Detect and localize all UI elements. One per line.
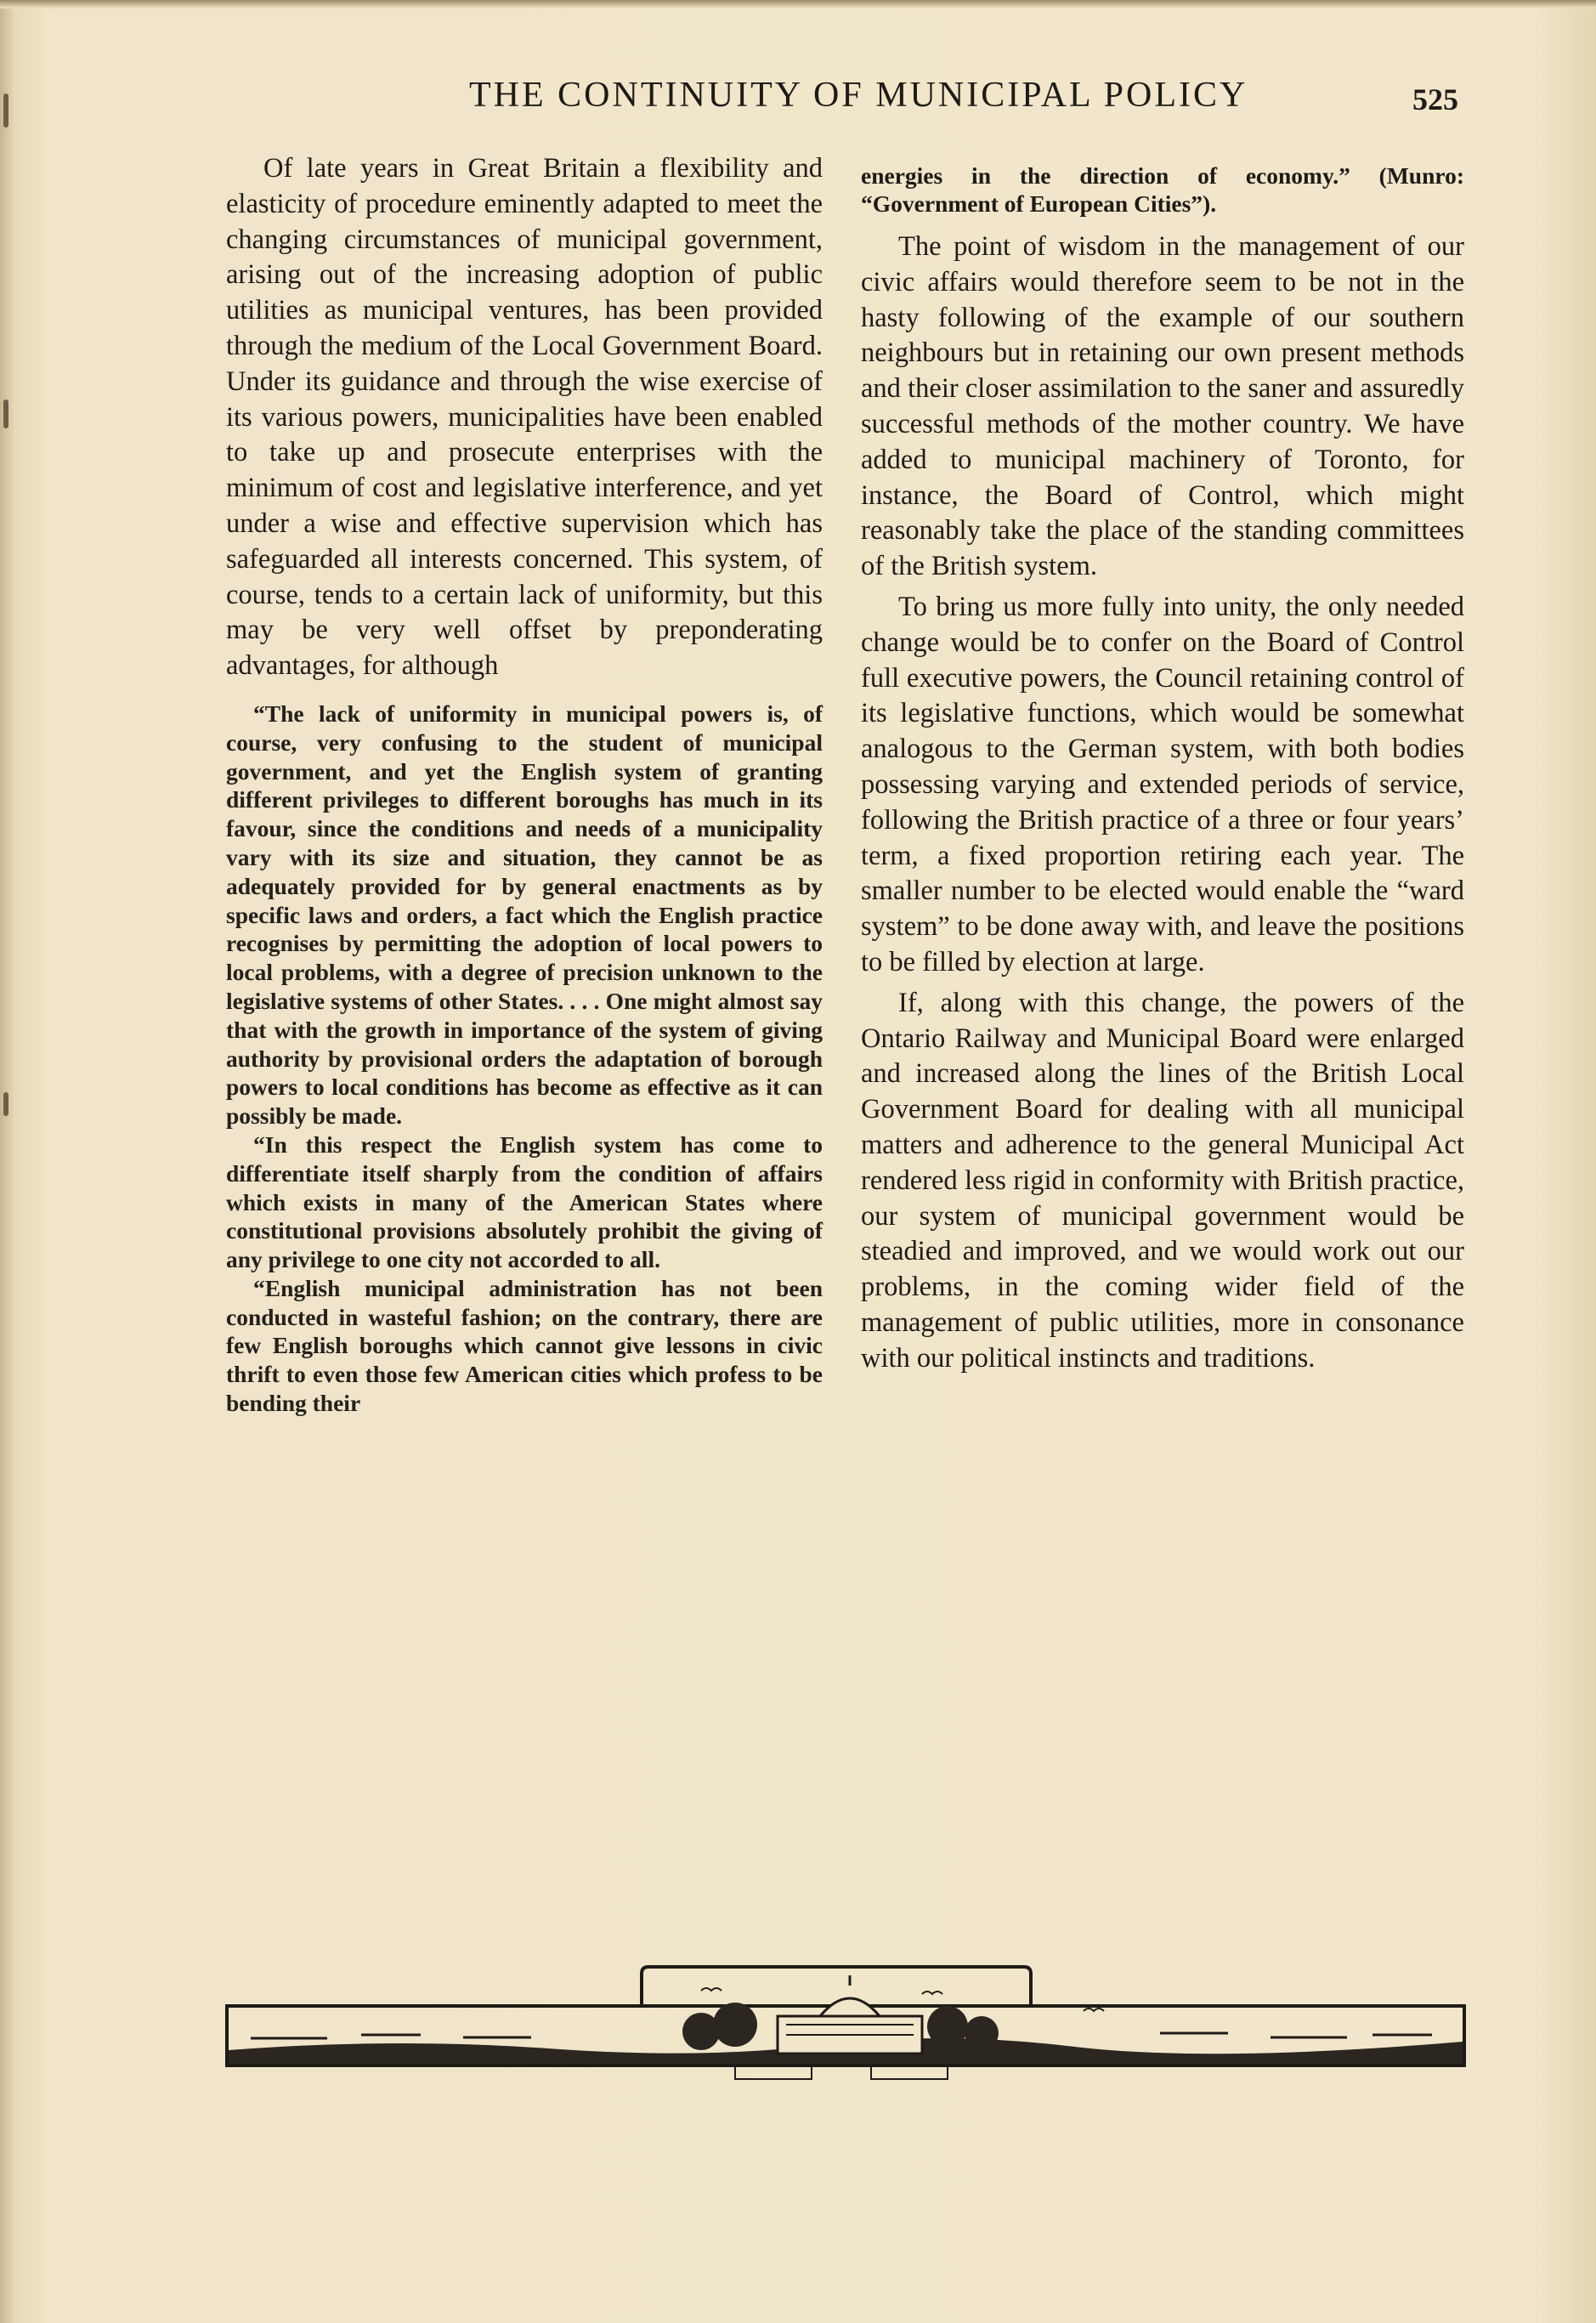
binding-mark	[3, 93, 8, 127]
tree-icon	[713, 2003, 757, 2047]
page-top-edge	[0, 0, 1596, 8]
quote-paragraph-1: “The lack of uniformity in municipal powers is, of course, very confusing to the student of municipal government, and yet the English system of granting different privileges to different boroughs has much in its favour, since the conditions and needs of a municipality vary with its size and situation, they cannot be as adequately provided for by general enactments as by specific laws and orders, a fact which the English practice recognises by permitting the adoption of local powers to local problems, with a degree of precision unknown to the legislative systems of other States. . . . One might almost say that with the growth in importance of the system of giving authority by provisional orders the adaptation of borough powers to local conditions has become as effective as it can possibly be made.	[226, 700, 823, 1130]
running-title: THE CONTINUITY OF MUNICIPAL POLICY	[469, 76, 1248, 115]
right-paragraph-1: The point of wisdom in the management of our civic affairs would therefore seem to be not in the hasty following of the example of our southern neighbours but in retaining our own present methods and their closer assimilation to the saner and assuredly successful methods of the mother country. We have added to municipal machinery of Toronto, for instance, the Board of Control, which might reasonably take the place of the standing committees of the British system.	[861, 231, 1464, 582]
left-column	[226, 151, 823, 1418]
right-paragraph-2: To bring us more fully into unity, the only needed change would be to confer on the Board of Control full executive powers, the Council retaining control of its legislative functions, which would be somewhat analogous to the German system, with both bodies possessing varying and extended periods of service, following the British practice of a three or four years’ term, a fixed proportion retiring each year. The smaller number to be elected would enable the “ward system” to be done away with, and leave the positions to be filled by election at large.	[861, 591, 1464, 977]
quote-paragraph-2: “In this respect the English system has come to differentiate itself sharply from the condition of affairs which exists in many of the American States where constitutional provisions absolutely prohibit the giving of any privilege to one city not accorded to all.	[226, 1130, 823, 1273]
right-paragraph-3: If, along with this change, the powers of the Ontario Railway and Municipal Board were enlarged and increased along the lines of the British Local Government Board for dealing with all municipal matters and adherence to the general Municipal Act rendered less rigid in conformity with British practice, our system of municipal government would be steadied and improved, and we would work out our problems, in the coming wider field of the management of public utilities, more in consonance with our political instincts and traditions.	[861, 987, 1464, 1374]
decorative-tailpiece	[225, 1957, 1466, 2094]
left-paragraph-1: Of late years in Great Britain a flexibility and elasticity of procedure eminently adapted to meet the changing circumstances of municipal government, arising out of the increasing adoption of public utilities as municipal ventures, has been provided through the medium of the Local Government Board. Under its guidance and through the wise exercise of its various powers, municipalities have been enabled to take up and prosecute enterprises with the minimum of cost and legislative interference, and yet under a wise and effective supervision which has safeguarded all interests concerned. This system, of course, tends to a certain lack of uniformity, but this may be very well offset by preponderating advantages, for although	[226, 153, 823, 682]
dome-icon	[820, 1998, 880, 2016]
quote-paragraph-3: “English municipal administration has not been conducted in wasteful fashion; on the contrary, there are few English boroughs which cannot give lessons in civic thrift to even those few American cities which profess to be bending their	[226, 1274, 823, 1417]
tree-icon	[965, 2016, 999, 2050]
page-number: 525	[1412, 82, 1458, 116]
ornament-base-block	[735, 2065, 812, 2079]
binding-mark	[3, 399, 8, 428]
right-column	[861, 161, 1464, 1377]
block-quote	[226, 700, 823, 1418]
tree-icon	[927, 2006, 968, 2047]
binding-mark	[3, 1092, 8, 1116]
ornament-base-block	[871, 2065, 948, 2079]
quote-continuation: energies in the direction of economy.” (Munro: “Government of European Cities”).	[861, 162, 1464, 217]
ornament-panel	[642, 1967, 1031, 2006]
